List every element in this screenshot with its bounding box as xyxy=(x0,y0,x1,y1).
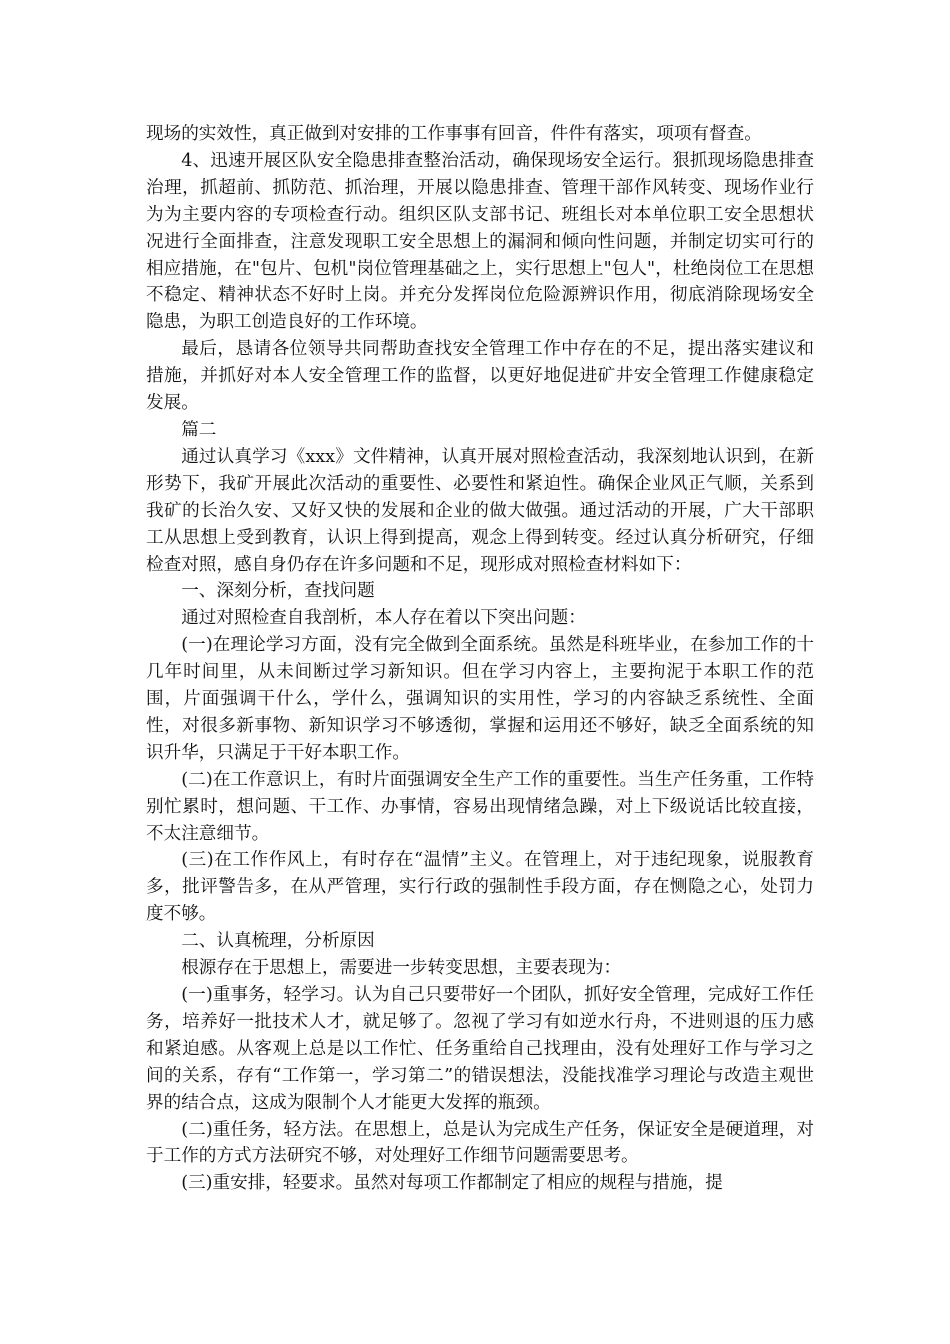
document-body xyxy=(146,121,814,1197)
section-heading: 一、深刻分析，查找问题 xyxy=(181,581,375,602)
paragraph: 通过对照检查自我剖析，本人存在着以下突出问题： xyxy=(181,608,586,629)
paragraph: (二)在工作意识上，有时片面强调安全生产工作的重要性。当生产任务重，工作特别忙累时，想问题、干工作、办事情，容易出现情绪急躁，对上下级说话比较直接，不太注意细节。 xyxy=(146,769,814,844)
paragraph: 通过认真学习《xxx》文件精神，认真开展对照检查活动，我深刻地认识到，在新形势下，我矿开展此次活动的重要性、必要性和紧迫性。确保企业风正气顺，关系到我矿的长治久安、又好又快的发展和企业的做大做强。通过活动的开展，广大干部职工从思想上受到教育，认识上得到提高，观念上得到转变。经过认真分析研究，仔细检查对照，感自身仍存在许多问题和不足，现形成对照检查材料如下： xyxy=(146,446,814,575)
paragraph: (三)重安排，轻要求。虽然对每项工作都制定了相应的规程与措施，提 xyxy=(181,1173,723,1194)
section-heading: 篇二 xyxy=(181,419,217,440)
paragraph: (三)在工作作风上，有时存在“温情”主义。在管理上，对于违纪现象，说服教育多，批评警告多，在从严管理，实行行政的强制性手段方面，存在恻隐之心，处罚力度不够。 xyxy=(146,850,814,925)
section-heading: 二、认真梳理，分析原因 xyxy=(181,931,375,952)
paragraph: (一)在理论学习方面，没有完全做到全面系统。虽然是科班毕业，在参加工作的十几年时间里，从未间断过学习新知识。但在学习内容上，主要拘泥于本职工作的范围，片面强调干什么，学什么，强调知识的实用性，学习的内容缺乏系统性、全面性，对很多新事物、新知识学习不够透彻，掌握和运用还不够好，缺乏全面系统的知识升华，只满足于干好本职工作。 xyxy=(146,635,814,763)
paragraph: 最后，恳请各位领导共同帮助查找安全管理工作中存在的不足，提出落实建议和措施，并抓好对本人安全管理工作的监督，以更好地促进矿井安全管理工作健康稳定发展。 xyxy=(146,339,814,414)
paragraph: (一)重事务，轻学习。认为自己只要带好一个团队，抓好安全管理，完成好工作任务，培养好一批技术人才，就足够了。忽视了学习有如逆水行舟，不进则退的压力感和紧迫感。从客观上总是以工作忙、任务重给自己找理由，没有处理好工作与学习之间的关系，存有“工作第一，学习第二”的错误想法，没能找准学习理论与改造主观世界的结合点，这成为限制个人才能更大发挥的瓶颈。 xyxy=(146,985,814,1113)
paragraph: 根源存在于思想上，需要进一步转变思想，主要表现为： xyxy=(181,958,622,979)
paragraph: (二)重任务，轻方法。在思想上，总是认为完成生产任务，保证安全是硬道理，对于工作的方式方法研究不够，对处理好工作细节问题需要思考。 xyxy=(146,1119,814,1167)
paragraph: 现场的实效性，真正做到对安排的工作事事有回音，件件有落实，项项有督查。 xyxy=(146,124,762,144)
paragraph: 4、迅速开展区队安全隐患排查整治活动，确保现场安全运行。狠抓现场隐患排查治理，抓超前、抓防范、抓治理，开展以隐患排查、管理干部作风转变、现场作业行为为主要内容的专项检查行动。组织区队支部书记、班组长对本单位职工安全思想状况进行全面排查，注意发现职工安全思想上的漏洞和倾向性问题，并制定切实可行的相应措施，在"包片、包机"岗位管理基础之上，实行思想上"包人"，杜绝岗位工在思想不稳定、精神状态不好时上岗。并充分发挥岗位危险源辨识作用，彻底消除现场安全隐患，为职工创造良好的工作环境。 xyxy=(146,150,814,333)
